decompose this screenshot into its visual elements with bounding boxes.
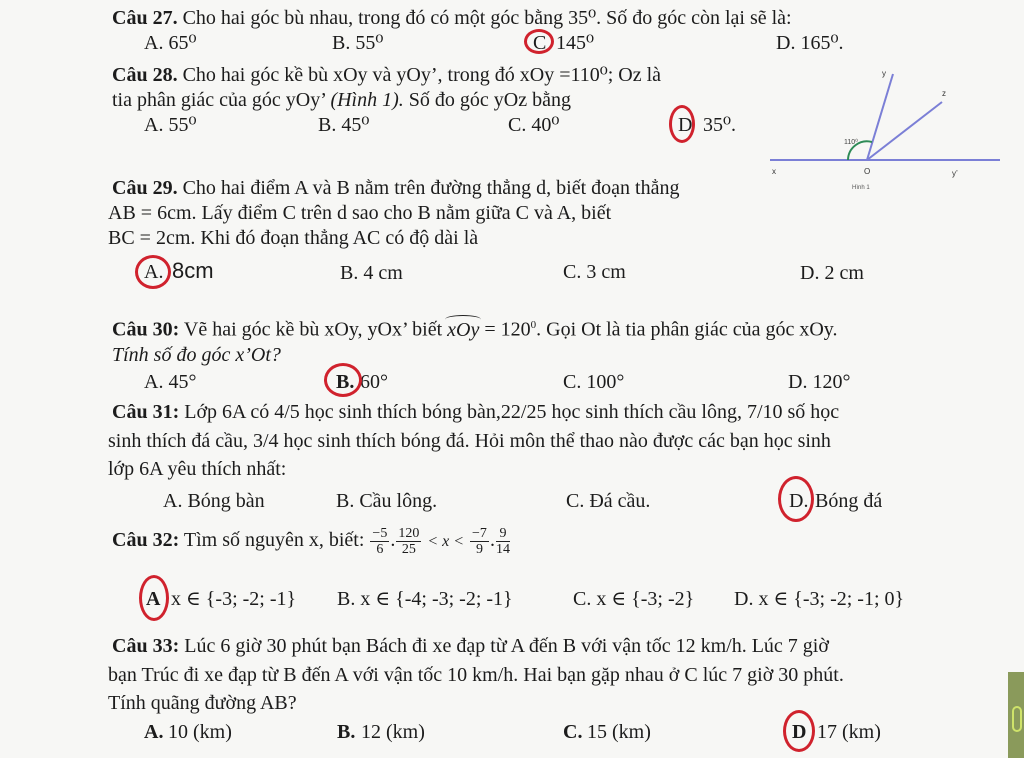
answer-mark-q33 bbox=[783, 710, 815, 752]
figure-label-z: z bbox=[942, 89, 946, 98]
q33-option-b-letter: B. bbox=[337, 721, 356, 743]
figure-label-o: O bbox=[864, 167, 871, 176]
answer-mark-q30 bbox=[324, 363, 362, 397]
answer-mark-q27 bbox=[524, 29, 554, 54]
q32-f4-num: 9 bbox=[496, 526, 510, 542]
q33-label: Câu 33: bbox=[112, 635, 180, 657]
q33-line1: Lúc 6 giờ 30 phút bạn Bách đi xe đạp từ A đến B với vận tốc 12 km/h. Lúc 7 giờ bbox=[184, 635, 829, 657]
q32-dot-2: . bbox=[489, 529, 495, 552]
q29-line1: Cho hai điểm A và B nằm trên đường thẳng d, biết đoạn thẳng bbox=[182, 177, 680, 199]
q31-option-d: Bóng đá bbox=[815, 490, 883, 512]
q33-line2: bạn Trúc đi xe đạp từ B đến A với vận tốc 10 km/h. Hai bạn gặp nhau ở C lúc 7 giờ 30 phút. bbox=[108, 664, 844, 686]
q32-fraction-3 bbox=[470, 526, 489, 557]
q33-option-c: 15 (km) bbox=[587, 721, 651, 743]
q32-f1-num: −5 bbox=[372, 526, 388, 541]
q27-option-d: D. 165⁰. bbox=[776, 32, 844, 54]
q32-option-c: C. x ∈ {-3; -2} bbox=[573, 588, 695, 610]
q32-f2-num: 120 bbox=[398, 526, 420, 541]
q28-option-d-letter: D bbox=[678, 114, 693, 136]
q28-option-b: B. 45⁰ bbox=[318, 114, 370, 136]
figure-caption: Hình 1 bbox=[852, 185, 870, 191]
q33-option-d: 17 (km) bbox=[817, 721, 881, 743]
q27-text: Cho hai góc bù nhau, trong đó có một góc bằng 35⁰. Số đo góc còn lại sẽ là: bbox=[182, 7, 792, 29]
q33-question-line1 bbox=[112, 634, 829, 658]
q33-option-a: 10 (km) bbox=[168, 721, 232, 743]
q33-option-d-letter: D bbox=[792, 721, 807, 743]
q32-fraction-1 bbox=[370, 526, 389, 557]
q32-question bbox=[112, 526, 511, 557]
q28-line2a: tia phân giác của góc yOy’ bbox=[112, 89, 331, 111]
figure-label-y: y bbox=[882, 69, 886, 78]
q28-question-line1 bbox=[112, 63, 661, 87]
q30-label: Câu 30: bbox=[112, 318, 180, 341]
q27-option-c-letter: C bbox=[533, 32, 547, 54]
q32-inequality: < x < bbox=[427, 533, 465, 551]
answer-mark-q32 bbox=[139, 575, 169, 621]
q32-label: Câu 32: bbox=[112, 529, 180, 552]
figure-label-yprime: y’ bbox=[952, 169, 958, 178]
q28-label: Câu 28. bbox=[112, 64, 178, 86]
q27-question bbox=[112, 6, 792, 30]
figure-ray-oy bbox=[867, 74, 893, 160]
q30-option-a: A. 45° bbox=[144, 371, 197, 393]
q32-dot-1: . bbox=[390, 529, 396, 552]
q33-option-a-letter: A. bbox=[144, 721, 164, 743]
q30-angle-hat bbox=[445, 315, 481, 324]
q30-line1b: = 120 bbox=[479, 318, 531, 341]
answer-mark-q28 bbox=[669, 105, 695, 143]
q32-f3-den: 9 bbox=[475, 542, 483, 557]
q31-line1: Lớp 6A có 4/5 học sinh thích bóng bàn,22/25 học sinh thích cầu lông, 7/10 số học bbox=[184, 401, 840, 423]
q29-option-a-letter: A. bbox=[144, 261, 164, 283]
q31-question-line1 bbox=[112, 400, 839, 424]
q32-option-d: D. x ∈ {-3; -2; -1; 0} bbox=[734, 588, 905, 610]
figure-angle-label: 110⁰ bbox=[844, 139, 858, 146]
q32-fraction-2 bbox=[396, 526, 421, 557]
q30-option-b-letter: B. bbox=[336, 371, 355, 393]
answer-mark-q31 bbox=[778, 476, 814, 522]
q28-option-a: A. 55⁰ bbox=[144, 114, 197, 136]
q29-option-d: D. 2 cm bbox=[800, 262, 864, 284]
q32-text: Tìm số nguyên x, biết: bbox=[183, 529, 365, 552]
q33-line3: Tính quãng đường AB? bbox=[108, 692, 297, 714]
q27-option-c: 145⁰ bbox=[556, 32, 595, 54]
q33-option-c-letter: C. bbox=[563, 721, 583, 743]
q28-line1: Cho hai góc kề bù xOy và yOy’, trong đó xOy =110⁰; Oz là bbox=[182, 64, 662, 86]
figure-ray-oz bbox=[867, 102, 942, 160]
q29-question-line1 bbox=[112, 176, 679, 200]
q30-sup: 0 bbox=[530, 319, 537, 331]
q29-option-a: 8cm bbox=[172, 258, 214, 283]
q28-option-c: C. 40⁰ bbox=[508, 114, 560, 136]
q31-line2: sinh thích đá cầu, 3/4 học sinh thích bóng đá. Hỏi môn thể thao nào được các bạn học sinh bbox=[108, 430, 831, 452]
answer-mark-q29 bbox=[135, 255, 171, 289]
q32-f2-den: 25 bbox=[401, 542, 416, 557]
q31-option-d-letter: D. bbox=[789, 490, 809, 512]
q30-angle-text: xOy bbox=[447, 318, 480, 341]
q27-option-a: A. 65⁰ bbox=[144, 32, 197, 54]
q30-line1c: . Gọi Ot là tia phân giác của góc xOy. bbox=[536, 318, 838, 341]
edge-scroll-handle[interactable] bbox=[1008, 672, 1024, 758]
q32-fraction-4 bbox=[496, 526, 510, 557]
q29-option-b: B. 4 cm bbox=[340, 262, 403, 284]
q31-option-c: C. Đá cầu. bbox=[566, 490, 651, 512]
q31-option-a: A. Bóng bàn bbox=[163, 490, 265, 512]
q27-label: Câu 27. bbox=[112, 7, 178, 29]
q30-line1a: Vẽ hai góc kề bù xOy, yOx’ biết bbox=[183, 318, 448, 341]
q27-option-b: B. 55⁰ bbox=[332, 32, 384, 54]
q32-f3-num: −7 bbox=[472, 526, 487, 541]
q28-option-d: 35⁰. bbox=[703, 114, 737, 136]
q32-f4-den: 14 bbox=[495, 542, 510, 557]
q32-option-a-letter: A bbox=[146, 588, 161, 610]
q28-question-line2 bbox=[112, 88, 571, 112]
q33-option-b: 12 (km) bbox=[361, 721, 425, 743]
q31-label: Câu 31: bbox=[112, 401, 180, 423]
q31-option-b: B. Cầu lông. bbox=[336, 490, 438, 512]
q30-option-c: C. 100° bbox=[563, 371, 625, 393]
q31-line3: lớp 6A yêu thích nhất: bbox=[108, 458, 287, 480]
q29-label: Câu 29. bbox=[112, 177, 178, 199]
q32-option-b: B. x ∈ {-4; -3; -2; -1} bbox=[337, 588, 513, 610]
q29-option-c: C. 3 cm bbox=[563, 261, 626, 283]
q28-figure-ref: (Hình 1). bbox=[330, 89, 404, 111]
q30-option-b: 60° bbox=[360, 371, 388, 393]
figure-hinh-1 bbox=[760, 62, 1010, 197]
q30-angle bbox=[447, 318, 479, 342]
q30-option-d: D. 120° bbox=[788, 371, 851, 393]
figure-label-x: x bbox=[772, 167, 776, 176]
q30-line2: Tính số đo góc x’Ot? bbox=[112, 344, 281, 366]
q29-line2: AB = 6cm. Lấy điểm C trên d sao cho B nằm giữa C và A, biết bbox=[108, 202, 612, 224]
q30-question-line1 bbox=[112, 313, 838, 342]
q32-f1-den: 6 bbox=[376, 542, 384, 557]
q28-line2c: Số đo góc yOz bằng bbox=[403, 89, 571, 111]
q29-line3: BC = 2cm. Khi đó đoạn thẳng AC có độ dài là bbox=[108, 227, 479, 249]
q32-option-a: x ∈ {-3; -2; -1} bbox=[171, 588, 297, 610]
